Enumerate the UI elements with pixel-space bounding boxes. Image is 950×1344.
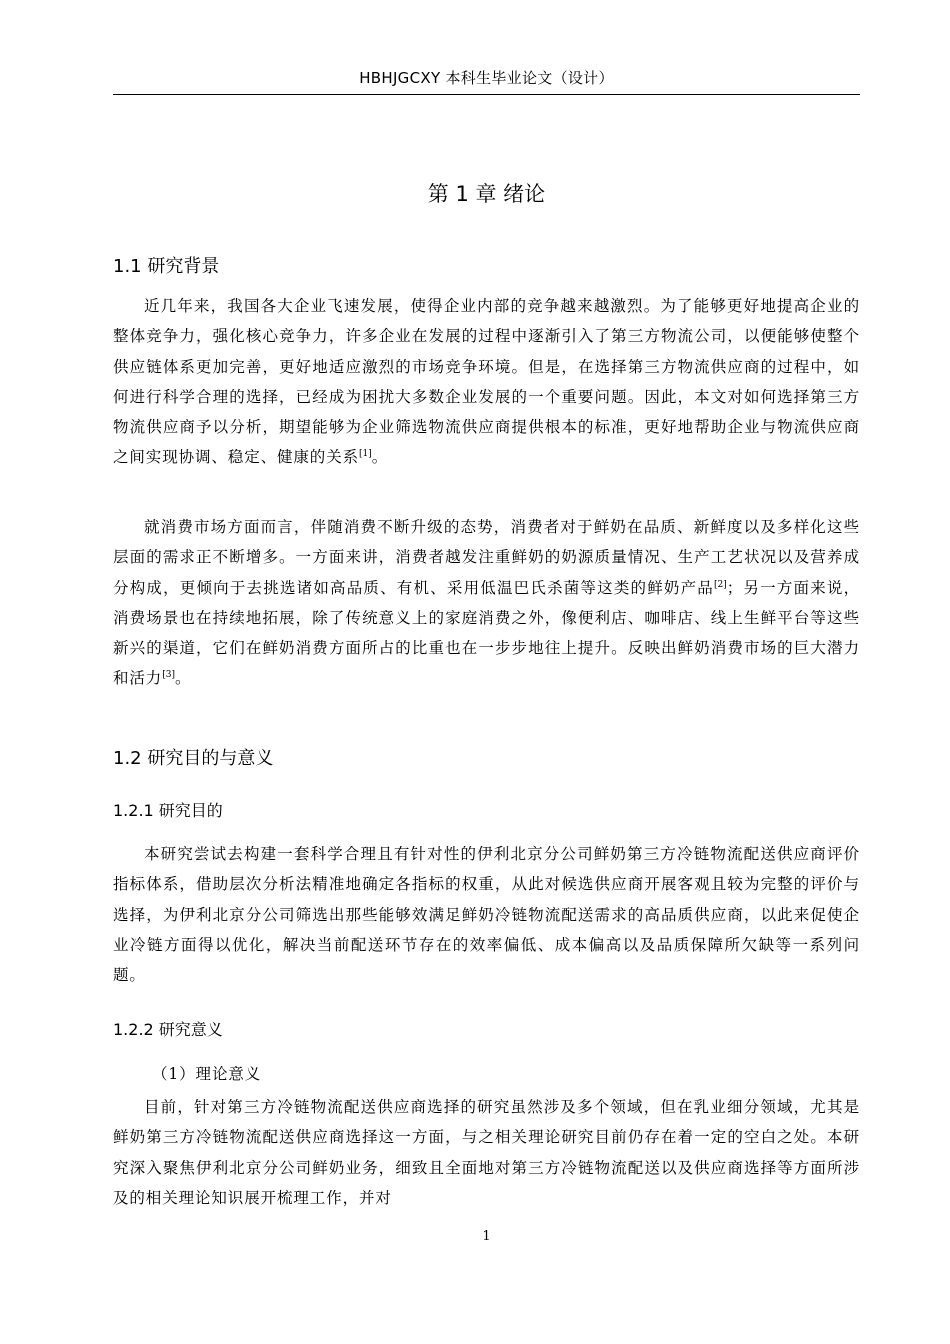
- paragraph-significance: 目前，针对第三方冷链物流配送供应商选择的研究虽然涉及多个领域，但在乳业细分领域，尤其是鲜奶第三方冷链物流配送供应商选择这一方面，与之相关理论研究目前仍存在着一定的空白之处。本研究深入聚焦伊利北京分公司鲜奶业务，细致且全面地对第三方冷链物流配送以及供应商选择等方面所涉及的相关理论知识展开梳理工作，并对: [113, 1098, 860, 1207]
- sub-label-theoretical: （1）理论意义: [152, 1065, 262, 1083]
- paragraph-end: 。: [174, 669, 192, 688]
- chapter-title: 第 1 章 绪论: [427, 182, 546, 206]
- section-heading-1-2: 1.2 研究目的与意义: [113, 748, 274, 769]
- paragraph-background-1: [113, 291, 860, 473]
- paragraph-purpose: 本研究尝试去构建一套科学合理且有针对性的伊利北京分公司鲜奶第三方冷链物流配送供应商评价指标体系，借助层次分析法精准地确定各指标的权重，从此对候选供应商开展客观且较为完整的评价与选择，为伊利北京分公司筛选出那些能够效满足鲜奶冷链物流配送需求的高品质供应商，以此来促使企业冷链方面得以优化，解决当前配送环节存在的效率偏低、成本偏高以及品质保障所欠缺等一系列问题。: [113, 845, 860, 985]
- header-rule: [113, 94, 860, 95]
- subsection-heading-1-2-1: 1.2.1 研究目的: [113, 801, 223, 820]
- citation-ref: [2]: [714, 579, 727, 590]
- paragraph-end: 。: [371, 448, 389, 467]
- paragraph-text: 近几年来，我国各大企业飞速发展，使得企业内部的竞争越来越激烈。为了能够更好地提高企业的整体竞争力，强化核心竞争力，许多企业在发展的过程中逐渐引入了第三方物流公司，以便能够使整个供应链体系更加完善，更好地适应激烈的市场竞争环境。但是，在选择第三方物流供应商的过程中，如何进行科学合理的选择，已经成为困扰大多数企业发展的一个重要问题。因此，本文对如何选择第三方物流供应商予以分析，期望能够为企业筛选物流供应商提供根本的标准，更好地帮助企业与物流供应商之间实现协调、稳定、健康的关系: [113, 297, 860, 467]
- subsection-heading-1-2-2: 1.2.2 研究意义: [113, 1020, 223, 1039]
- citation-ref: [3]: [162, 670, 175, 681]
- citation-ref: [1]: [359, 449, 372, 460]
- paragraph-text: 就消费市场方面而言，伴随消费不断升级的态势，消费者对于鲜奶在品质、新鲜度以及多样化这些层面的需求正不断增多。一方面来讲，消费者越发注重鲜奶的奶源质量情况、生产工艺状况以及营养成分构成，更倾向于去挑选诸如高品质、有机、采用低温巴氏杀菌等这类的鲜奶产品: [113, 518, 860, 597]
- section-heading-1-1: 1.1 研究背景: [113, 256, 220, 277]
- page-number: 1: [482, 1229, 491, 1244]
- running-header: HBHJGCXY 本科生毕业论文（设计）: [359, 69, 614, 87]
- paragraph-background-2: [113, 512, 860, 694]
- paragraph-text: ；另一方面来说，消费场景也在持续地拓展，除了传统意义上的家庭消费之外，像便利店、咖啡店、线上生鲜平台等这些新兴的渠道，它们在鲜奶消费方面所占的比重也在一步步地往上提升。反映出鲜奶消费市场的巨大潜力和活力: [113, 578, 861, 688]
